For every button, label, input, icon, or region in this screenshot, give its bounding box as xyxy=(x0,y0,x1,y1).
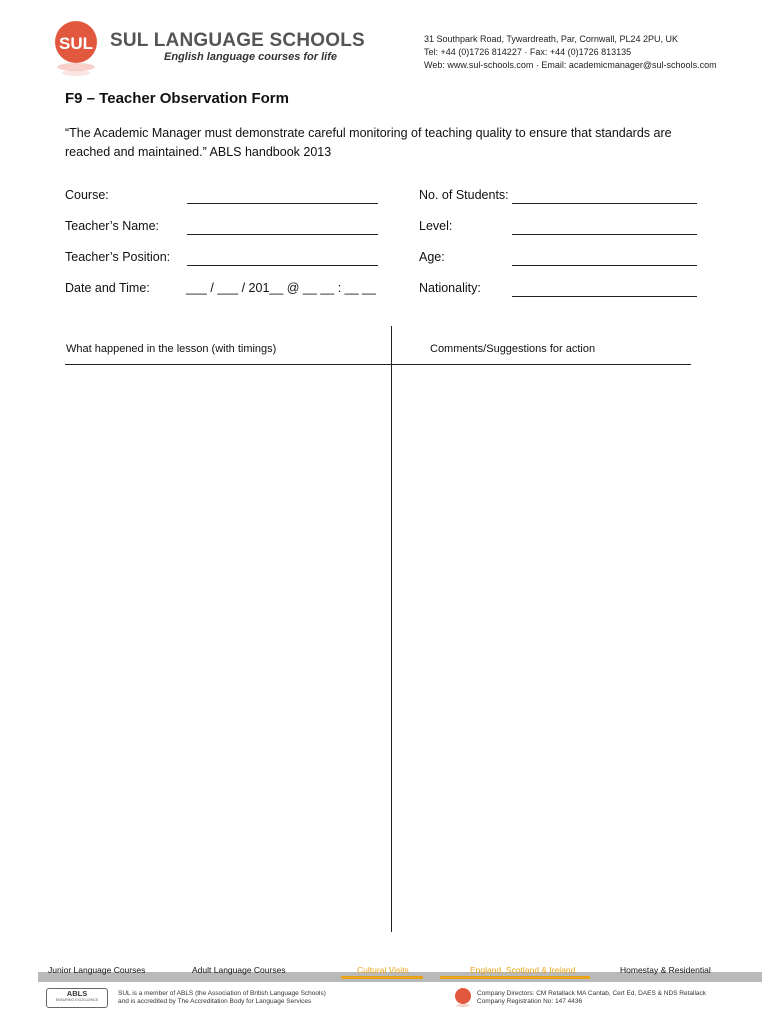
date-time-field[interactable]: ___ / ___ / 201__ @ __ __ : __ __ xyxy=(186,281,376,295)
nationality-field[interactable] xyxy=(512,296,697,297)
num-students-field[interactable] xyxy=(512,203,697,204)
svg-text:SUL: SUL xyxy=(59,34,93,53)
page-title: F9 – Teacher Observation Form xyxy=(65,90,289,107)
footer-category: Cultural Visits xyxy=(357,965,409,975)
age-field[interactable] xyxy=(512,265,697,266)
sul-logo-icon xyxy=(50,20,102,78)
course-field[interactable] xyxy=(187,203,378,204)
footer-category: Junior Language Courses xyxy=(48,965,146,975)
abls-badge xyxy=(46,988,108,1008)
sul-footer-logo-icon xyxy=(454,988,472,1008)
comments-area[interactable] xyxy=(393,366,691,931)
teacher-name-field[interactable] xyxy=(187,234,378,235)
teacher-position-field[interactable] xyxy=(187,265,378,266)
footer-category: Adult Language Courses xyxy=(192,965,286,975)
nationality-label: Nationality: xyxy=(419,281,481,295)
form-quote: “The Academic Manager must demonstrate careful monitoring of teaching quality to ensure that standards are reached and maintained.” ABLS handbook 2013 xyxy=(65,126,672,159)
abls-badge-text: ABLS xyxy=(66,989,88,998)
address: 31 Southpark Road, Tywardreath, Par, Cornwall, PL24 2PU, UK xyxy=(424,34,678,44)
date-time-label: Date and Time: xyxy=(65,281,150,295)
comments-heading: Comments/Suggestions for action xyxy=(430,343,596,355)
level-field[interactable] xyxy=(512,234,697,235)
company-registration: Company Registration No: 147 4436 xyxy=(477,998,583,1005)
header-contact xyxy=(424,33,717,72)
footer-category: England, Scotland & Ireland xyxy=(470,965,576,975)
membership-line-2: and is accredited by The Accreditation Body for Language Services xyxy=(118,998,312,1005)
footer-category: Homestay & Residential xyxy=(620,965,711,975)
level-label: Level: xyxy=(419,219,453,233)
abls-badge-subtext: ENSURING EXCELLENCE xyxy=(55,998,99,1002)
phone-fax: Tel: +44 (0)1726 814227 · Fax: +44 (0)1726 813135 xyxy=(424,47,632,57)
membership-line-1: SUL is a member of ABLS (the Association of British Language Schools) xyxy=(118,990,326,997)
teacher-name-label: Teacher’s Name: xyxy=(65,219,160,233)
course-label: Course: xyxy=(65,188,109,202)
footer-accent xyxy=(341,976,423,979)
lesson-heading: What happened in the lesson (with timings) xyxy=(66,343,277,355)
brand-tagline: English language courses for life xyxy=(164,51,337,63)
num-students-label: No. of Students: xyxy=(419,188,509,202)
table-header-rule xyxy=(65,364,691,365)
company-directors: Company Directors: CM Retallack MA Cantab, Cert Ed, DAES & NDS Retallack xyxy=(477,990,707,997)
web-email: Web: www.sul-schools.com · Email: academicmanager@sul-schools.com xyxy=(424,60,717,70)
lesson-notes-area[interactable] xyxy=(65,366,390,931)
footer-accent xyxy=(440,976,590,979)
teacher-position-label: Teacher’s Position: xyxy=(65,250,171,264)
column-divider xyxy=(391,326,392,932)
age-label: Age: xyxy=(419,250,445,264)
brand-name: SUL LANGUAGE SCHOOLS xyxy=(110,30,365,51)
